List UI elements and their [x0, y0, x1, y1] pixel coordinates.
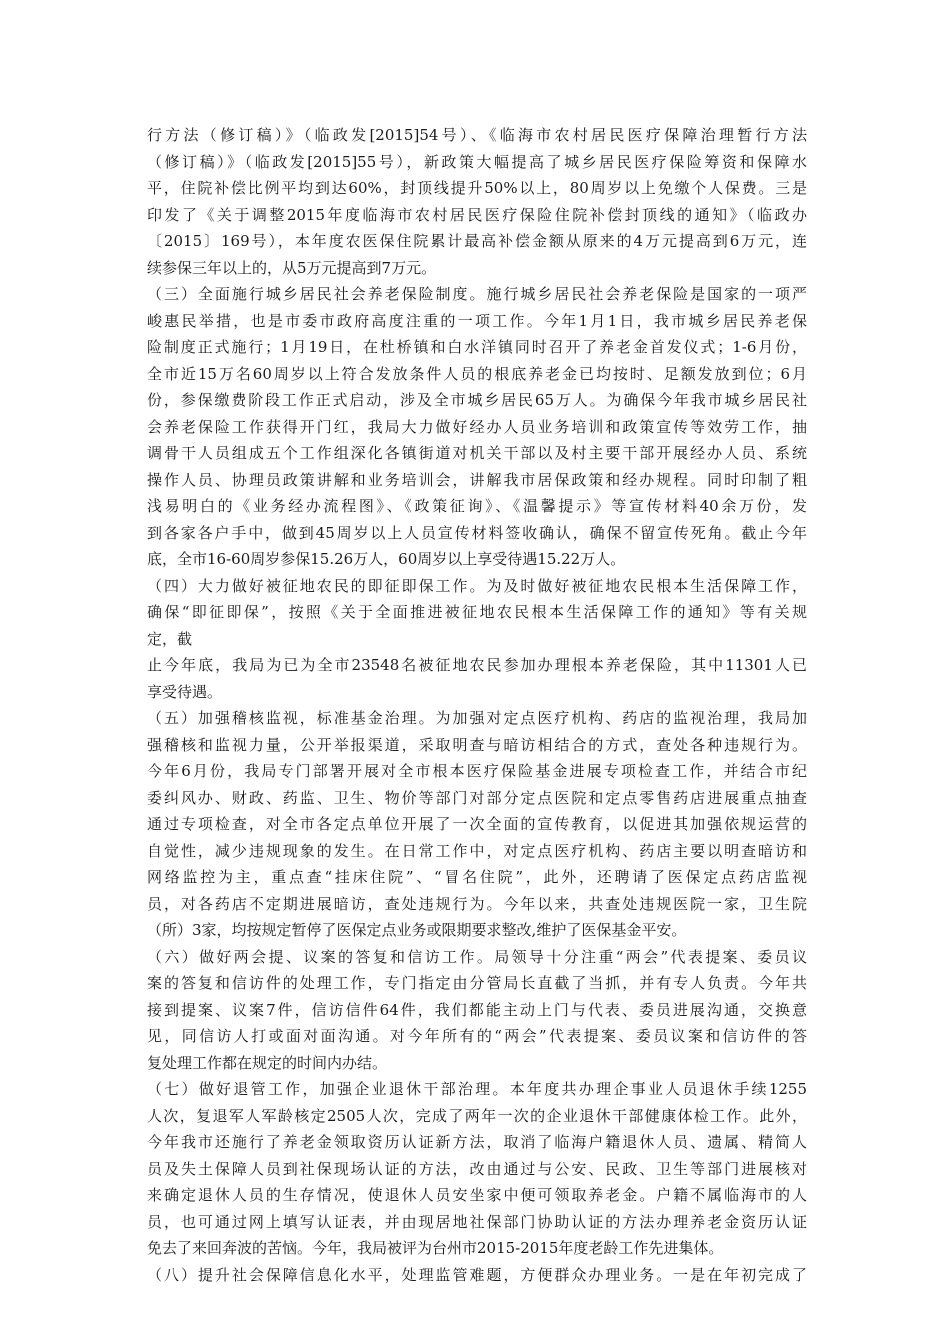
document-line: 今年我市还施行了养老金领取资历认证新方法，取消了临海户籍退休人员、遗属、精简人 [147, 1133, 807, 1151]
document-line: （三）全面施行城乡居民社会养老保险制度。施行城乡居民社会养老保险是国家的一项严 [147, 285, 807, 303]
document-line: （五）加强稽核监视，标准基金治理。为加强对定点医疗机构、药店的监视治理，我局加 [147, 709, 807, 727]
document-line: 调骨干人员组成五个工作组深化各镇街道对机关干部以及村主要干部开展经办人员、系统 [147, 444, 807, 462]
document-line: （修订稿）》（临政发[2015]55号），新政策大幅提高了城乡居民医疗保险筹资和保障水 [147, 152, 807, 171]
document-line: 委纠风办、财政、药监、卫生、物价等部门对部分定点医院和定点零售药店进展重点抽查 [147, 788, 807, 807]
document-line: 免去了来回奔波的苦恼。今年，我局被评为台州市2015-2015年度老龄工作先进集体。 [147, 1239, 724, 1257]
document-line: 印发了《关于调整2015年度临海市农村居民医疗保险住院补偿封顶线的通知》（临政办 [147, 205, 807, 224]
document-line: 确保“即征即保”，按照《关于全面推进被征地农民根本生活保障工作的通知》等有关规 [147, 603, 807, 621]
document-line: 强稽核和监视力量，公开举报渠道，采取明查与暗访相结合的方式，查处各种违规行为。 [147, 735, 807, 754]
document-line: （八）提升社会保障信息化水平，处理监管难题，方便群众办理业务。一是在年初完成了 [147, 1265, 807, 1284]
document-line: 止今年底，我局为已为全市23548名被征地农民参加办理根本养老保险，其中11301人已 [147, 656, 807, 674]
document-line: 见，同信访人打或面对面沟通。对今年所有的“两会”代表提案、委员议案和信访件的答 [147, 1027, 807, 1045]
document-line: 底，全市16-60周岁参保15.26万人，60周岁以上享受待遇15.22万人。 [147, 550, 626, 568]
document-line: 今年6月份，我局专门部署开展对全市根本医疗保险基金进展专项检查工作，并结合市纪 [147, 762, 807, 780]
document-line: 操作人员、协理员政策讲解和业务培训会，讲解我市居保政策和经办规程。同时印制了粗 [147, 470, 807, 489]
document-line: 员，对各药店不定期进展暗访，查处违规行为。今年以来，共查处违规医院一家，卫生院 [147, 894, 807, 913]
document-line: （所）3家，均按规定暂停了医保定点业务或限期要求整改,维护了医保基金平安。 [147, 921, 687, 939]
document-line: 案的答复和信访件的处理工作，专门指定由分管局长直截了当抓，并有专人负责。今年共 [147, 974, 807, 992]
document-line: 行方法（修订稿）》（临政发[2015]54号）、《临海市农村居民医疗保障治理暂行方法 [147, 126, 807, 144]
document-line: 全市近15万名60周岁以上符合发放条件人员的根底养老金已均按时、足额发放到位；6月 [147, 364, 807, 383]
document-line: 复处理工作都在规定的时间内办结。 [147, 1053, 388, 1072]
document-line: 通过专项检查，对全市各定点单位开展了一次全面的宣传教育，以促进其加强依规运营的 [147, 815, 807, 833]
document-line: 到各家各户手中，做到45周岁以上人员宣传材料签收确认，确保不留宣传死角。截止今年 [147, 523, 807, 542]
document-line: 定，截 [147, 629, 193, 648]
document-line: 员，也可通过网上填写认证表，并由现居地社保部门协助认证的方法办理养老金资历认证 [147, 1212, 807, 1231]
document-line: 员及失土保障人员到社保现场认证的方法，改由通过与公安、民政、卫生等部门进展核对 [147, 1159, 807, 1178]
document-line: 续参保三年以上的，从5万元提高到7万元。 [147, 258, 437, 277]
document-line: （六）做好两会提、议案的答复和信访工作。局领导十分注重“两会”代表提案、委员议 [147, 947, 807, 966]
document-line: 险制度正式施行；1月19日，在杜桥镇和白水洋镇同时召开了养老金首发仪式；1-6月份， [147, 338, 807, 356]
document-line: 享受待遇。 [147, 682, 223, 701]
document-line: 平，住院补偿比例平均到达60%，封顶线提升50%以上，80周岁以上免缴个人保费。三是 [147, 179, 807, 197]
document-line: 峻惠民举措，也是市委市政府高度注重的一项工作。今年1月1日，我市城乡居民养老保 [147, 311, 807, 330]
document-line: 会养老保险工作获得开门红，我局大力做好经办人员业务培训和政策宣传等效劳工作，抽 [147, 417, 807, 436]
document-line: 浅易明白的《业务经办流程图》、《政策征询》、《温馨提示》等宣传材料40余万份，发 [147, 497, 807, 515]
document-line: 人次，复退军人军龄核定2505人次，完成了两年一次的企业退休干部健康体检工作。此外， [147, 1106, 807, 1125]
document-line: 网络监控为主，重点查“挂床住院”、“冒名住院”，此外，还聘请了医保定点药店监视 [147, 868, 807, 886]
document-line: 接到提案、议案7件，信访信件64件，我们都能主动上门与代表、委员进展沟通，交换意 [147, 1000, 807, 1019]
document-body [147, 122, 807, 1288]
document-line: 〔2015〕169号），本年度农医保住院累计最高补偿金额从原来的4万元提高到6万元，连 [147, 232, 807, 250]
document-line: （七）做好退管工作，加强企业退休干部治理。本年度共办理企事业人员退休手续1255 [147, 1080, 807, 1098]
document-line: （四）大力做好被征地农民的即征即保工作。为及时做好被征地农民根本生活保障工作， [147, 576, 807, 595]
document-line: 份，参保缴费阶段工作正式启动，涉及全市城乡居民65万人。为确保今年我市城乡居民社 [147, 391, 807, 409]
document-line: 自觉性，减少违规现象的发生。在日常工作中，对定点医疗机构、药店主要以明查暗访和 [147, 841, 807, 860]
document-line: 来确定退休人员的生存情况，使退休人员安坐家中便可领取养老金。户籍不属临海市的人 [147, 1186, 807, 1204]
